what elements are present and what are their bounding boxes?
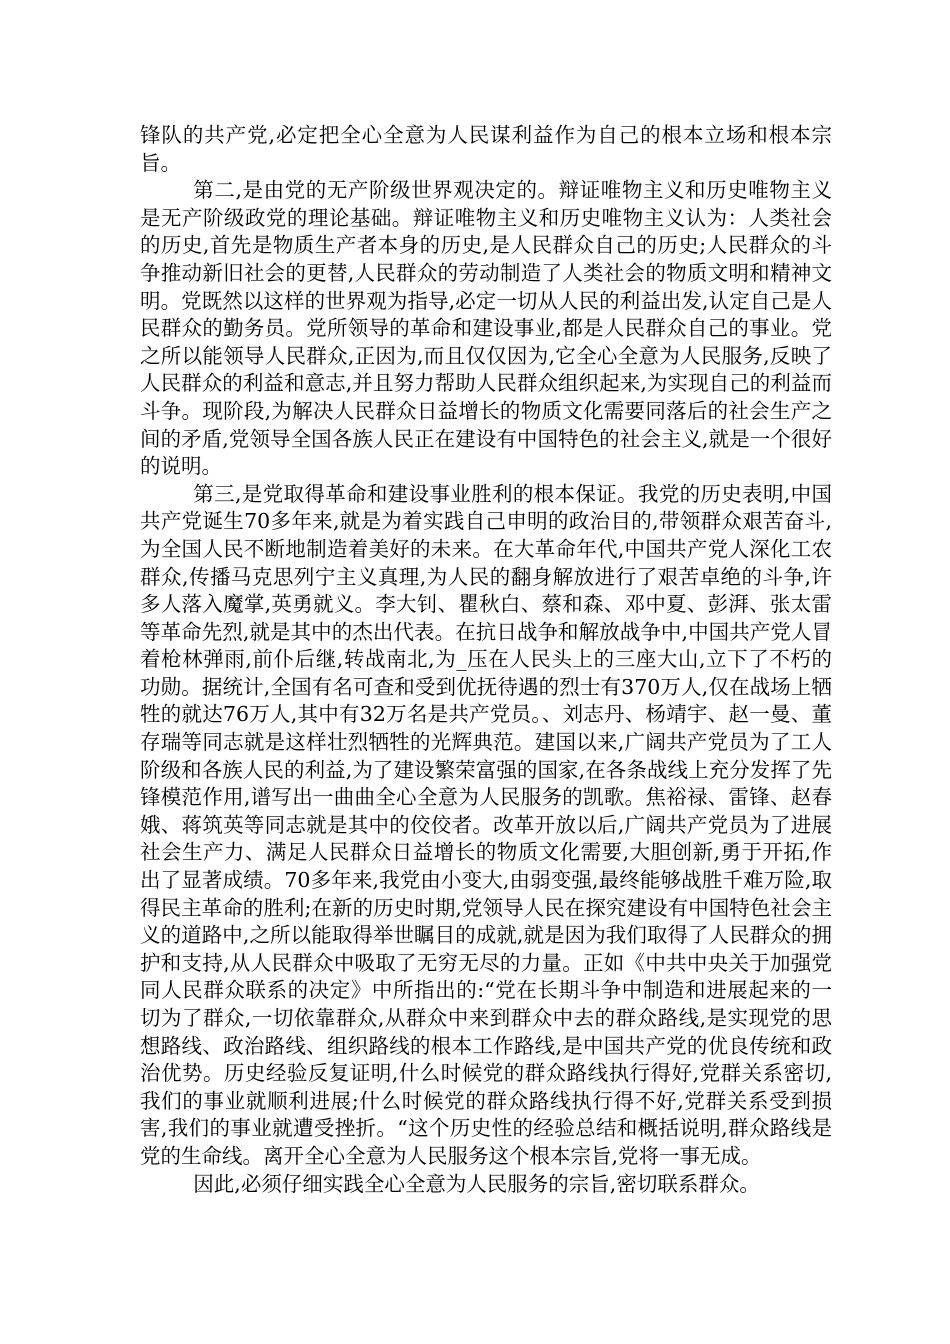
paragraph-second-point: 第二,是由党的无产阶级世界观决定的。辩证唯物主义和历史唯物主义是无产阶级政党的理论基础。辩证唯物主义和历史唯物主义认为：人类社会的历史,首先是物质生产者本身的历史,是人民群众自己的历史;人民群众的斗争推动新旧社会的更替,人民群众的劳动制造了人类社会的物质文明和精神文明。党既然以这样的世界观为指导,必定一切从人民的利益出发,认定自己是人民群众的勤务员。党所领导的革命和建设事业,都是人民群众自己的事业。党之所以能领导人民群众,正因为,而且仅仅因为,它全心全意为人民服务,反映了人民群众的利益和意志,并且努力帮助人民群众组织起来,为实现自己的利益而斗争。现阶段,为解决人民群众日益增长的物质文化需要同落后的社会生产之间的矛盾,党领导全国各族人民正在建设有中国特色的社会主义,就是一个很好的说明。 xyxy=(140,178,832,479)
paragraph-conclusion: 因此,必须仔细实践全心全意为人民服务的宗旨,密切联系群众。 xyxy=(193,1171,760,1196)
paragraph-third-point: 第三,是党取得革命和建设事业胜利的根本保证。我党的历史表明,中国共产党诞生70多年来,就是为着实践自己申明的政治目的,带领群众艰苦奋斗,为全国人民不断地制造着美好的未来。在大革命年代,中国共产党人深化工农群众,传播马克思列宁主义真理,为人民的翻身解放进行了艰苦卓绝的斗争,许多人落入魔掌,英勇就义。李大钊、瞿秋白、蔡和森、邓中夏、彭湃、张太雷等革命先烈,就是其中的杰出代表。在抗日战争和解放战争中,中国共产党人冒着枪林弹雨,前仆后继,转战南北,为_压在人民头上的三座大山,立下了不朽的功勋。据统计,全国有名可查和受到优抚待遇的烈士有370万人,仅在战场上牺牲的就达76万人,其中有32万名是共产党员。、刘志丹、杨靖宇、赵一曼、董存瑞等同志就是这样壮烈牺牲的光辉典范。建国以来,广阔共产党员为了工人阶级和各族人民的利益,为了建设繁荣富强的国家,在各条战线上充分发挥了先锋模范作用,谱写出一曲曲全心全意为人民服务的凯歌。焦裕禄、雷锋、赵春娥、蒋筑英等同志就是其中的佼佼者。改革开放以后,广阔共产党员为了进展社会生产力、满足人民群众日益增长的物质文化需要,大胆创新,勇于开拓,作出了显著成绩。70多年来,我党由小变大,由弱变强,最终能够战胜千难万险,取得民主革命的胜利;在新的历史时期,党领导人民在探究建设有中国特色社会主义的道路中,之所以能取得举世瞩目的成就,就是因为我们取得了人民群众的拥护和支持,从人民群众中吸取了无穷无尽的力量。正如《中共中央关于加强党同人民群众联系的决定》中所指出的:“党在长期斗争中制造和进展起来的一切为了群众,一切依靠群众,从群众中来到群众中去的群众路线,是实现党的思想路线、政治路线、组织路线的根本工作路线,是中国共产党的优良传统和政治优势。历史经验反复证明,什么时候党的群众路线执行得好,党群关系密切,我们的事业就顺利进展;什么时候党的群众路线执行得不好,党群关系受到损害,我们的事业就遭受挫折。“这个历史性的经验总结和概括说明,群众路线是党的生命线。离开全心全意为人民服务这个根本宗旨,党将一事无成。 xyxy=(140,481,832,1168)
paragraph-continuation: 锋队的共产党,必定把全心全意为人民谋利益作为自己的根本立场和根本宗旨。 xyxy=(140,123,832,175)
body-text xyxy=(140,122,832,1198)
